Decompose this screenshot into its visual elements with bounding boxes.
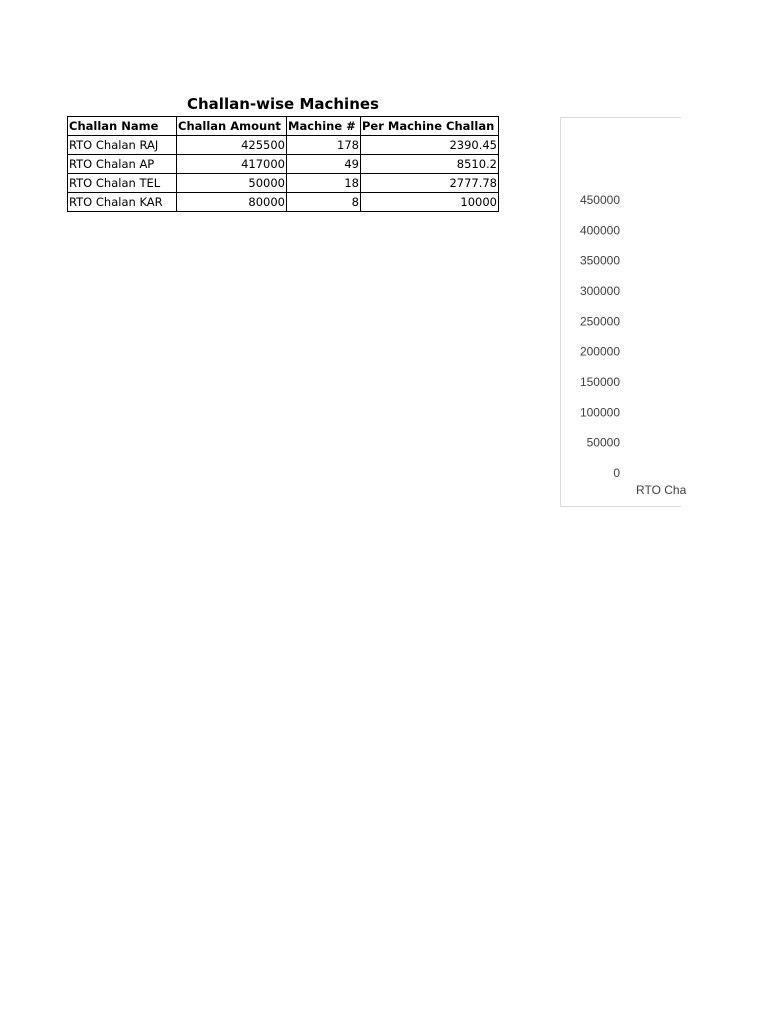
cell-challan-amount[interactable]: 50000 — [177, 174, 287, 193]
y-tick-label: 200000 — [579, 344, 620, 359]
cell-challan-amount[interactable]: 80000 — [177, 193, 287, 212]
header-machine-count[interactable]: Machine # — [287, 117, 361, 136]
table-row — [68, 193, 499, 212]
y-tick-label: 450000 — [579, 193, 620, 207]
cell-per-machine-challan[interactable]: 8510.2 — [361, 155, 499, 174]
y-tick-label: 150000 — [579, 375, 620, 389]
y-tick-label: 250000 — [579, 314, 620, 329]
challan-table — [67, 116, 499, 212]
header-per-machine-challan[interactable]: Per Machine Challan — [361, 117, 499, 136]
cell-machine-count[interactable]: 178 — [287, 136, 361, 155]
header-challan-amount[interactable]: Challan Amount — [177, 117, 287, 136]
cell-per-machine-challan[interactable]: 2390.45 — [361, 136, 499, 155]
cell-machine-count[interactable]: 49 — [287, 155, 361, 174]
chart-canvas — [561, 118, 687, 506]
embedded-chart[interactable] — [560, 117, 687, 507]
y-tick-label: 100000 — [579, 405, 620, 420]
sheet-title: Challan-wise Machines — [187, 95, 379, 113]
y-tick-label: 0 — [613, 466, 620, 480]
x-category-label: RTO Cha — [636, 483, 687, 497]
cell-challan-name[interactable]: RTO Chalan AP — [68, 155, 177, 174]
y-tick-label: 300000 — [579, 284, 620, 298]
table-header-row — [68, 117, 499, 136]
y-tick-label: 400000 — [579, 223, 620, 238]
cell-machine-count[interactable]: 18 — [287, 174, 361, 193]
header-challan-name[interactable]: Challan Name — [68, 117, 177, 136]
cell-challan-amount[interactable]: 417000 — [177, 155, 287, 174]
table-row — [68, 174, 499, 193]
y-tick-label: 50000 — [586, 435, 620, 450]
y-tick-label: 350000 — [579, 253, 620, 268]
cell-per-machine-challan[interactable]: 2777.78 — [361, 174, 499, 193]
cell-machine-count[interactable]: 8 — [287, 193, 361, 212]
cell-challan-amount[interactable]: 425500 — [177, 136, 287, 155]
cell-challan-name[interactable]: RTO Chalan RAJ — [68, 136, 177, 155]
cell-per-machine-challan[interactable]: 10000 — [361, 193, 499, 212]
cell-challan-name[interactable]: RTO Chalan TEL — [68, 174, 177, 193]
cell-challan-name[interactable]: RTO Chalan KAR — [68, 193, 177, 212]
table-row — [68, 155, 499, 174]
table-row — [68, 136, 499, 155]
